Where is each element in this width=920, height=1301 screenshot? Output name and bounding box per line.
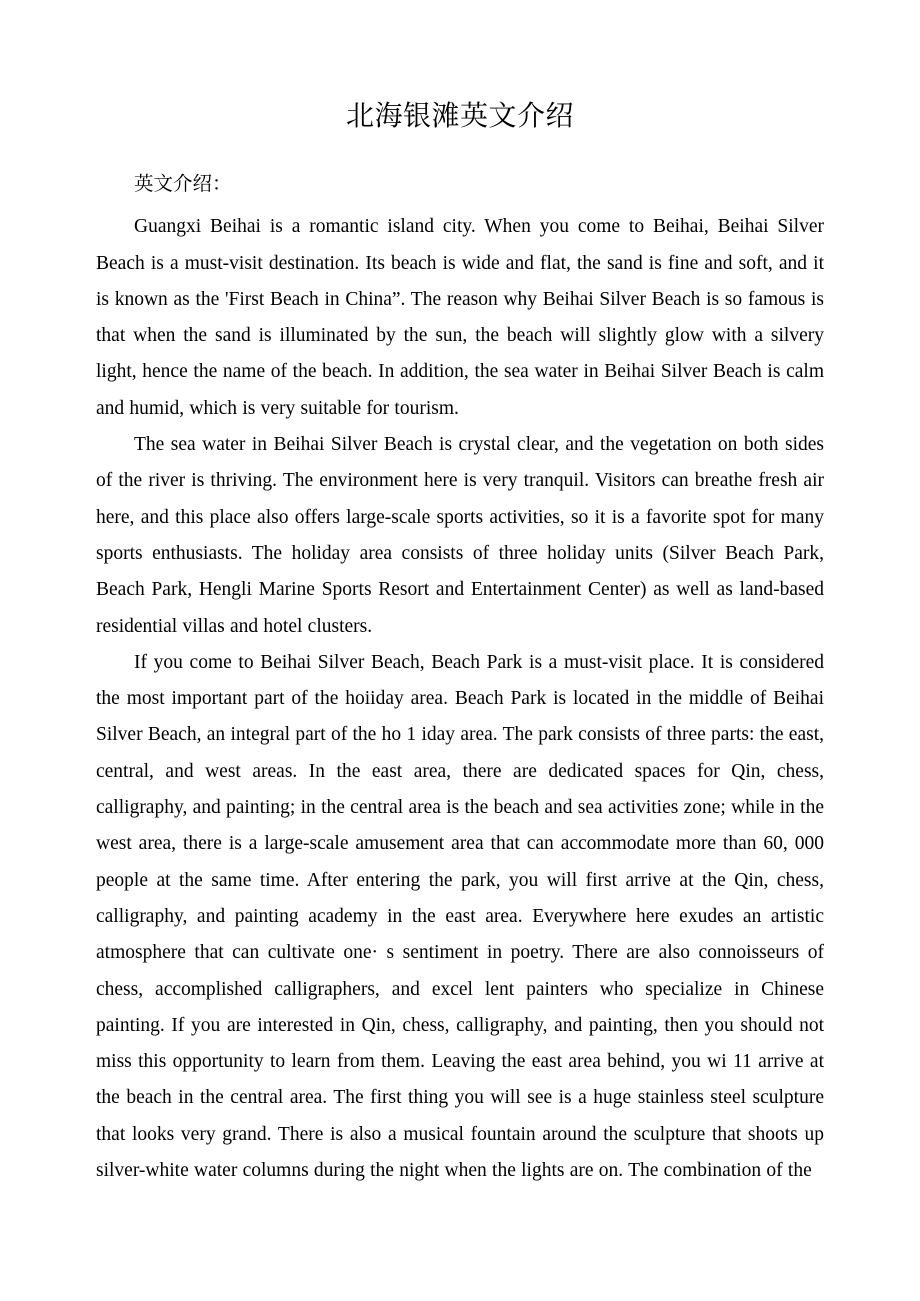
document-body: [96, 0, 824, 1229]
paragraph-1: Guangxi Beihai is a romantic island city. When you come to Beihai, Beihai Silver Beach is a must-visit destination. Its beach is wide and flat, the sand is fine and soft, and it is known as the 'First Beach in China”. The reason why Beihai Silver Beach is so famous is that when the sand is illuminated by the sun, the beach will slightly glow with a silvery light, hence the name of the beach. In addition, the sea water in Beihai Silver Beach is calm and humid, which is very suitable for tourism.: [96, 216, 824, 419]
section-label-english-introduction: 英文介绍：: [134, 174, 232, 195]
paragraph-2: The sea water in Beihai Silver Beach is crystal clear, and the vegetation on both sides of the river is thriving. The environment here is very tranquil. Visitors can breathe fresh air here, and this place also offers large-scale sports activities, so it is a favorite spot for many sports enthusiasts. The holiday area consists of three holiday units (Silver Beach Park, Beach Park, Hengli Marine Sports Resort and Entertainment Center) as well as land-based residential villas and hotel clusters.: [96, 434, 824, 637]
paragraph-3: If you come to Beihai Silver Beach, Beach Park is a must-visit place. It is considered the most important part of the hoiiday area. Beach Park is located in the middle of Beihai Silver Beach, an integral part of the ho 1 iday area. The park consists of three parts: the east, central, and west areas. In the east area, there are dedicated spaces for Qin, chess, calligraphy, and painting; in the central area is the beach and sea activities zone; while in the west area, there is a large-scale amusement area that can accommodate more than 60, 000 people at the same time. After entering the park, you will first arrive at the Qin, chess, calligraphy, and painting academy in the east area. Everywhere here exudes an artistic atmosphere that can cultivate one· s sentiment in poetry. There are also connoisseurs of chess, accomplished calligraphers, and excel lent painters who specialize in Chinese painting. If you are interested in Qin, chess, calligraphy, and painting, then you should not miss this opportunity to learn from them. Leaving the east area behind, you wi 11 arrive at the beach in the central area. The first thing you will see is a huge stainless steel sculpture that looks very grand. There is also a musical fountain around the sculpture that shoots up silver-white water columns during the night when the lights are on. The combination of the: [96, 651, 824, 1182]
page-title: 北海银滩英文介绍: [345, 101, 574, 132]
